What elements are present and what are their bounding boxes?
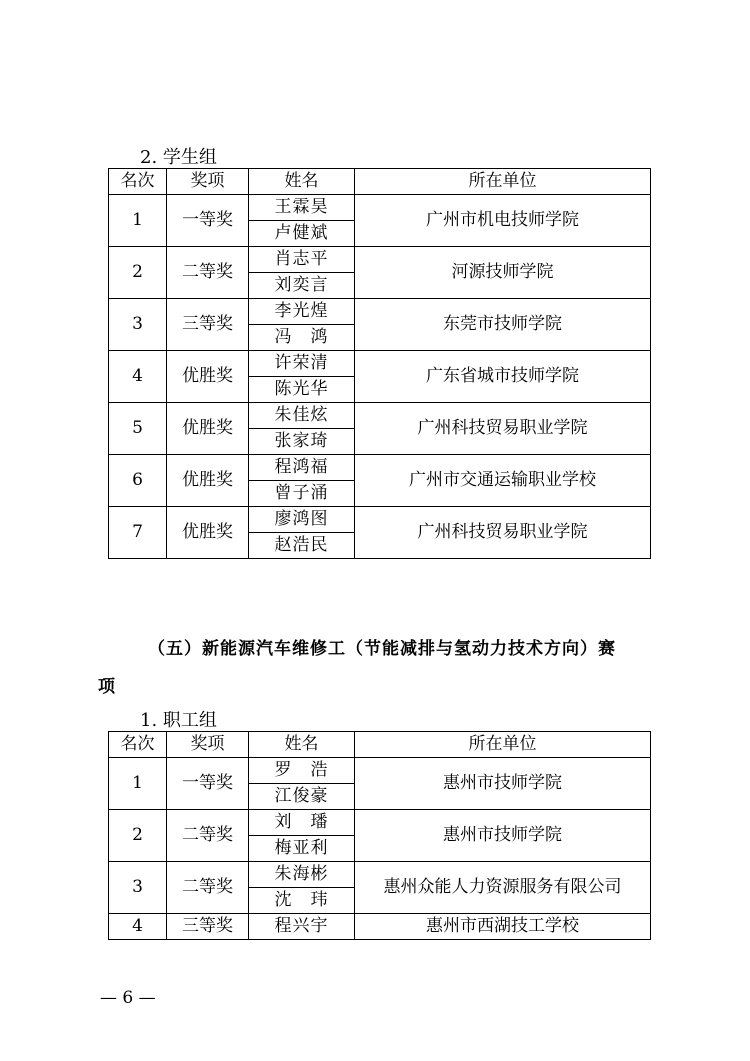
name-cell: 曾子涌: [249, 481, 355, 507]
rank-cell: 4: [109, 351, 167, 403]
unit-cell: 广州市机电技师学院: [355, 195, 651, 247]
name-cell: 程鸿福: [249, 455, 355, 481]
award-cell: 二等奖: [167, 810, 249, 862]
header-award: 奖项: [167, 169, 249, 195]
rank-cell: 6: [109, 455, 167, 507]
rank-cell: 3: [109, 862, 167, 914]
unit-cell: 惠州市技师学院: [355, 758, 651, 810]
name-cell: 卢健斌: [249, 221, 355, 247]
unit-cell: 东莞市技师学院: [355, 299, 651, 351]
table-row: [109, 914, 651, 940]
award-cell: 二等奖: [167, 862, 249, 914]
unit-cell: 惠州众能人力资源服务有限公司: [355, 862, 651, 914]
unit-cell: 广东省城市技师学院: [355, 351, 651, 403]
unit-cell: 惠州市技师学院: [355, 810, 651, 862]
award-cell: 优胜奖: [167, 455, 249, 507]
name-cell: 朱海彬: [249, 862, 355, 888]
unit-cell: 广州科技贸易职业学院: [355, 507, 651, 559]
worker-section-title: 1. 职工组: [140, 710, 217, 731]
table-row: [109, 455, 651, 481]
rank-cell: 2: [109, 810, 167, 862]
name-cell: 罗 浩: [249, 758, 355, 784]
rank-cell: 7: [109, 507, 167, 559]
table-row: [109, 507, 651, 533]
name-cell: 王霖昊: [249, 195, 355, 221]
rank-cell: 5: [109, 403, 167, 455]
name-cell: 张家琦: [249, 429, 355, 455]
rank-cell: 4: [109, 914, 167, 940]
name-cell: 沈 玮: [249, 888, 355, 914]
rank-cell: 2: [109, 247, 167, 299]
award-cell: 优胜奖: [167, 351, 249, 403]
unit-cell: 广州科技贸易职业学院: [355, 403, 651, 455]
award-cell: 优胜奖: [167, 507, 249, 559]
award-cell: 一等奖: [167, 195, 249, 247]
header-rank: 名次: [109, 169, 167, 195]
table-row: [109, 810, 651, 836]
name-cell: 江俊豪: [249, 784, 355, 810]
name-cell: 程兴宇: [249, 914, 355, 940]
header-award: 奖项: [167, 732, 249, 758]
award-cell: 二等奖: [167, 247, 249, 299]
header-name: 姓名: [249, 732, 355, 758]
page-number: — 6 —: [100, 988, 156, 1008]
name-cell: 廖鸿图: [249, 507, 355, 533]
table-header-row: [109, 732, 651, 758]
table-row: [109, 247, 651, 273]
name-cell: 陈光华: [249, 377, 355, 403]
unit-cell: 河源技师学院: [355, 247, 651, 299]
rank-cell: 1: [109, 758, 167, 810]
table-row: [109, 299, 651, 325]
table-row: [109, 758, 651, 784]
award-cell: 三等奖: [167, 914, 249, 940]
rank-cell: 3: [109, 299, 167, 351]
header-unit: 所在单位: [355, 169, 651, 195]
student-section-title: 2. 学生组: [140, 147, 217, 168]
name-cell: 刘奕言: [249, 273, 355, 299]
unit-cell: 惠州市西湖技工学校: [355, 914, 651, 940]
table-row: [109, 403, 651, 429]
award-cell: 三等奖: [167, 299, 249, 351]
rank-cell: 1: [109, 195, 167, 247]
name-cell: 李光煌: [249, 299, 355, 325]
unit-cell: 广州市交通运输职业学校: [355, 455, 651, 507]
student-awards-table: [108, 168, 651, 559]
header-unit: 所在单位: [355, 732, 651, 758]
event-heading-line2: 项: [98, 677, 116, 697]
table-header-row: [109, 169, 651, 195]
award-cell: 优胜奖: [167, 403, 249, 455]
header-rank: 名次: [109, 732, 167, 758]
event-heading-line1: （五）新能源汽车维修工（节能减排与氢动力技术方向）赛: [148, 639, 616, 659]
header-name: 姓名: [249, 169, 355, 195]
name-cell: 梅亚利: [249, 836, 355, 862]
name-cell: 冯 鸿: [249, 325, 355, 351]
table-row: [109, 195, 651, 221]
name-cell: 肖志平: [249, 247, 355, 273]
name-cell: 朱佳炫: [249, 403, 355, 429]
table-row: [109, 862, 651, 888]
worker-awards-table: [108, 731, 651, 940]
table-row: [109, 351, 651, 377]
name-cell: 刘 璠: [249, 810, 355, 836]
name-cell: 许荣清: [249, 351, 355, 377]
name-cell: 赵浩民: [249, 533, 355, 559]
award-cell: 一等奖: [167, 758, 249, 810]
